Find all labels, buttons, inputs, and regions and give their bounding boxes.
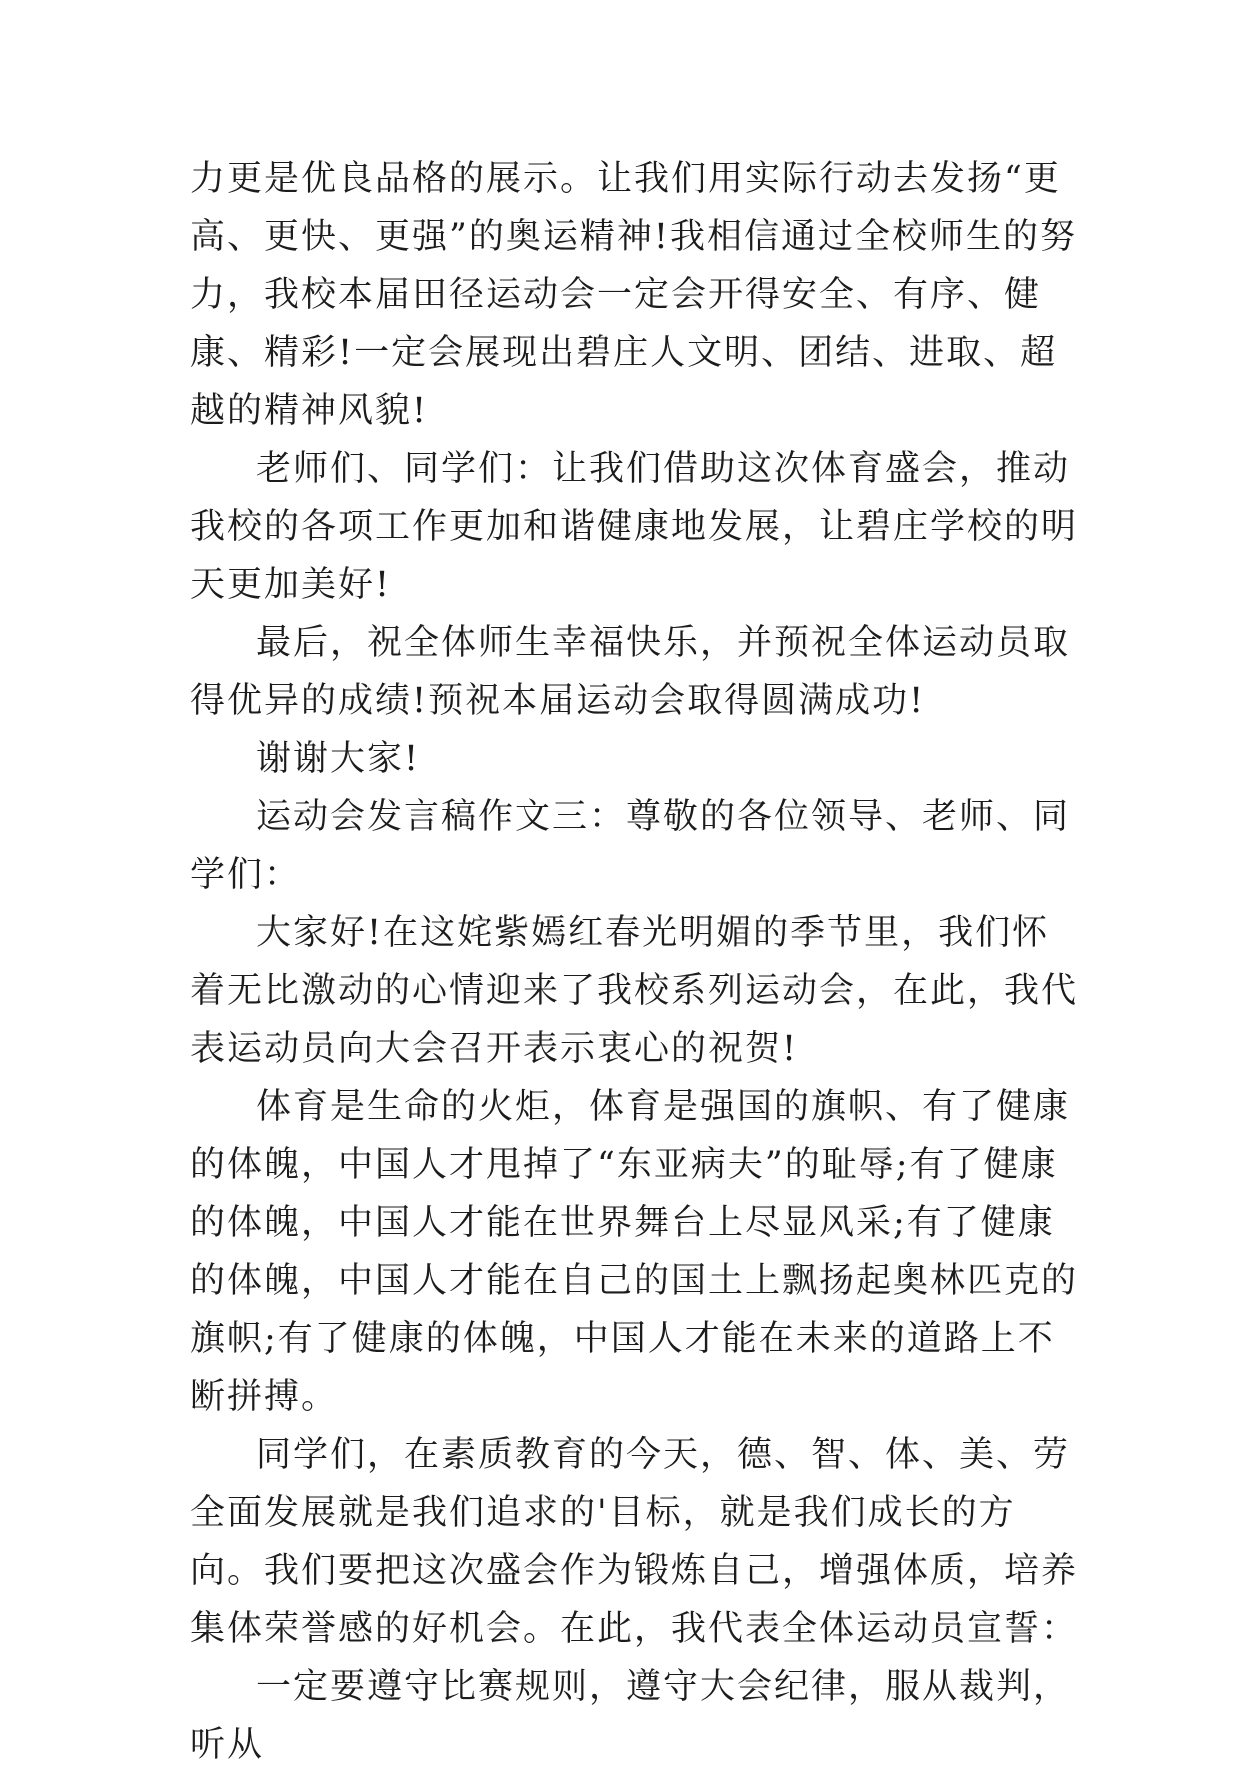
paragraph-3: 最后，祝全体师生幸福快乐，并预祝全体运动员取得优异的成绩!预祝本届运动会取得圆满成功! [190, 623, 1071, 721]
paragraph-9: 一定要遵守比赛规则，遵守大会纪律，服从裁判，听从 [190, 1667, 1071, 1765]
paragraph-7: 体育是生命的火炬，体育是强国的旗帜、有了健康的体魄，中国人才甩掉了“东亚病夫”的耻辱;有了健康的体魄，中国人才能在世界舞台上尽显风采;有了健康的体魄，中国人才能在自己的国土上飘扬起奥林匹克的旗帜;有了健康的体魄，中国人才能在未来的道路上不断拼搏。 [190, 1087, 1079, 1417]
paragraph-5: 运动会发言稿作文三：尊敬的各位领导、老师、同学们： [190, 797, 1071, 895]
document-body [190, 150, 1080, 1774]
paragraph-6: 大家好!在这姹紫嫣红春光明媚的季节里，我们怀着无比激动的心情迎来了我校系列运动会，在此，我代表运动员向大会召开表示衷心的祝贺! [190, 913, 1079, 1069]
paragraph-8: 同学们，在素质教育的今天，德、智、体、美、劳全面发展就是我们追求的'目标，就是我们成长的方向。我们要把这次盛会作为锻炼自己，增强体质，培养集体荣誉感的好机会。在此，我代表全体运动员宣誓： [190, 1435, 1079, 1649]
paragraph-2: 老师们、同学们：让我们借助这次体育盛会，推动我校的各项工作更加和谐健康地发展，让碧庄学校的明天更加美好! [190, 449, 1079, 605]
paragraph-4: 谢谢大家! [256, 739, 421, 779]
paragraph-1: 力更是优良品格的展示。让我们用实际行动去发扬“更高、更快、更强”的奥运精神!我相信通过全校师生的努力，我校本届田径运动会一定会开得安全、有序、健康、精彩!一定会展现出碧庄人文明、团结、进取、超越的精神风貌! [190, 159, 1077, 431]
